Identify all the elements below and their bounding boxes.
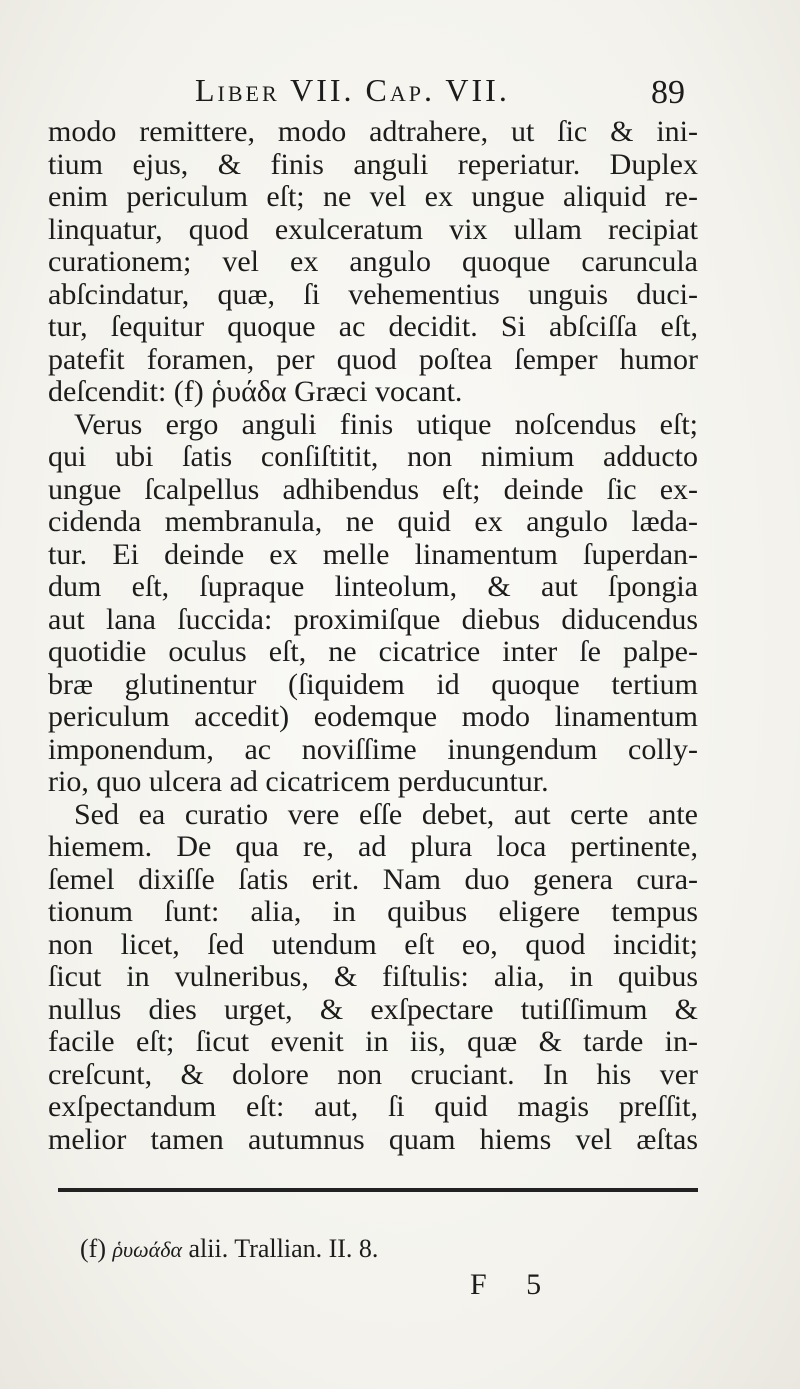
text-line: deſcendit: (f) ῥυάδα Græci vocant. [48,376,463,408]
text-line: quotidie oculus eſt, ne cicatrice inter ſe palpe- [48,636,698,668]
text-line: ſicut in vulneribus, & fiſtulis: alia, in quibus [48,961,698,993]
text-line: abſcindatur, quæ, ſi vehementius unguis duci- [48,278,698,311]
text-line: tur. Ei deinde ex melle linamentum ſuperdan- [48,538,698,571]
signature-mark: F 5 [470,1268,558,1301]
text-line: nullus dies urget, & exſpectare tutiſſimum & [48,993,698,1026]
text-line: creſcunt, & dolore non cruciant. In his ver [48,1058,698,1091]
footnote [80,1234,378,1264]
text-line: ungue ſcalpellus adhibendus eſt; deinde ſic ex- [48,473,698,506]
text-line: non licet, ſed utendum eſt eo, quod incidit; [48,928,698,961]
footnote-rule [58,1188,698,1192]
text-line: periculum accedit) eodemque modo linamentum [48,701,698,733]
text-line: qui ubi ſatis conſiſtitit, non nimium adducto [48,441,698,473]
running-head: Liber VII. Cap. VII. [195,72,510,108]
text-line: modo remittere, modo adtrahere, ut ſic & ini- [48,116,698,148]
text-line: aut lana ſuccida: proximiſque diebus diducendus [48,603,698,636]
page-header [195,72,695,120]
text-line: tionum ſunt: alia, in quibus eligere tempus [48,896,698,928]
footnote-greek: ῥυωάδα [112,1237,182,1262]
text-line: cidenda membranula, ne quid ex angulo læda- [48,506,698,538]
text-line: Verus ergo anguli finis utique noſcendus eſt; [74,408,698,441]
text-line: hiemem. De qua re, ad plura loca pertinente, [48,831,698,863]
text-line: imponendum, ac noviſſime inungendum colly- [48,733,698,766]
text-line: bræ glutinentur (ſiquidem id quoque tertium [48,668,698,701]
footnote-text: alii. Trallian. II. 8. [188,1234,379,1263]
body-text [48,116,698,1156]
text-line: Sed ea curatio vere eſſe debet, aut certe ante [74,798,698,831]
text-line: enim periculum eſt; ne vel ex ungue aliquid re- [48,181,698,213]
text-line: exſpectandum eſt: aut, ſi quid magis preſſit, [48,1091,698,1123]
text-line: melior tamen autumnus quam hiems vel æſtas [48,1123,698,1156]
page-number: 89 [651,74,685,111]
text-line: tium ejus, & finis anguli reperiatur. Duplex [48,148,698,181]
text-line: linquatur, quod exulceratum vix ullam recipiat [48,213,698,246]
text-line: rio, quo ulcera ad cicatricem perducuntur. [48,766,549,798]
text-line: curationem; vel ex angulo quoque caruncula [48,246,698,278]
text-line: ſemel dixiſſe ſatis erit. Nam duo genera cura- [48,863,698,896]
text-line: facile eſt; ſicut evenit in iis, quæ & tarde in- [48,1026,698,1058]
text-line: patefit foramen, per quod poſtea ſemper humor [48,343,698,376]
text-line: dum eſt, ſupraque linteolum, & aut ſpongia [48,571,698,603]
text-line: tur, ſequitur quoque ac decidit. Si abſciſſa eſt, [48,311,698,343]
footnote-marker: (f) [80,1234,106,1263]
